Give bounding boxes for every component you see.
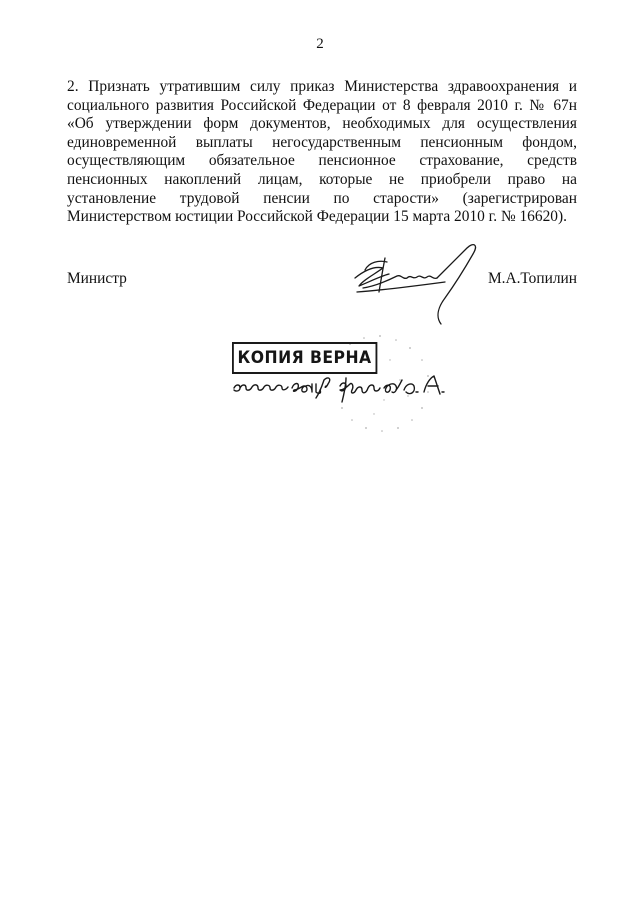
signatory-name: М.А.Топилин: [487, 270, 577, 287]
signature-block: [67, 270, 577, 294]
copy-true-stamp: КОПИЯ ВЕРНА: [232, 342, 377, 374]
body-paragraph: 2. Признать утратившим силу приказ Министерства здравоохранения и социального развития Российской Федерации от 8 февраля 2010 г. № 67н «Об утверждении форм документов, необходимых для осуществления единовременной выплаты негосударственным пенсионным фондом, осуществляющим обязательное пенсионное страхование, средств пенсионных накоплений лицам, которые не приобрели право на установление трудовой пенсии по старости» (зарегистрирован Министерством юстиции Российской Федерации 15 марта 2010 г. № 16620).: [67, 78, 577, 226]
minister-signature: [345, 240, 495, 330]
page-number: 2: [316, 36, 324, 52]
stamp-handwritten-note: [228, 364, 453, 404]
signatory-title: Министр: [67, 270, 127, 287]
